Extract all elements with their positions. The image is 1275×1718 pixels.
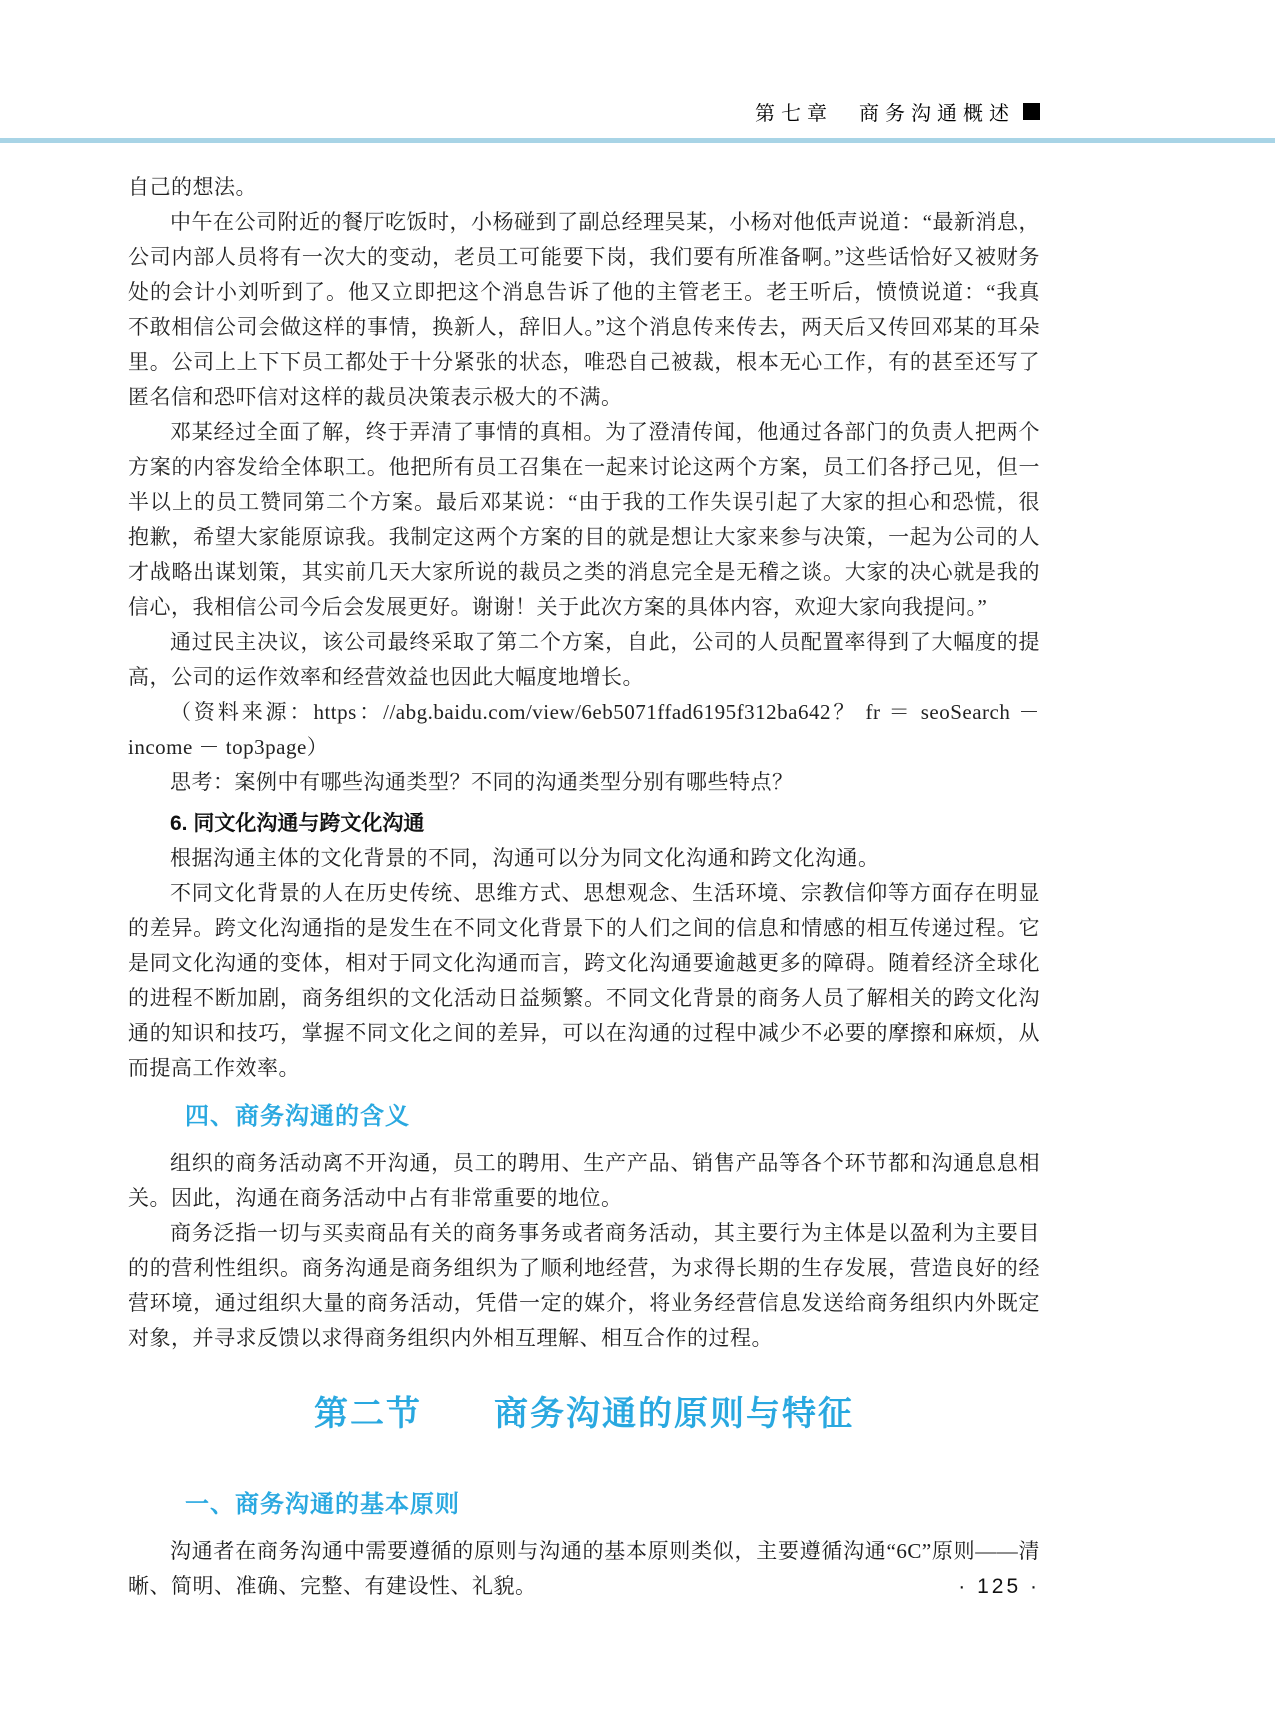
part-4-paragraph-2: 商务泛指一切与买卖商品有关的商务事务或者商务活动，其主要行为主体是以盈利为主要目的的营利性组织。商务沟通是商务组织为了顺利地经营，为求得长期的生存发展，营造良好的经营环境，通过组织大量的商务活动，凭借一定的媒介，将业务经营信息发送给商务组织内外既定对象，并寻求反馈以求得商务组织内外相互理解、相互合作的过程。 bbox=[128, 1221, 1040, 1350]
section-2-title: 第二节 商务沟通的原则与特征 bbox=[314, 1395, 854, 1433]
case-paragraph-result: 通过民主决议，该公司最终采取了第二个方案，自此，公司的人员配置率得到了大幅度的提高，公司的运作效率和经营效益也因此大幅度地增长。 bbox=[128, 630, 1040, 689]
case-source-reference: （资料来源：https：//abg.baidu.com/view/6eb5071ffad6195f312ba642？ fr ＝ seoSearch － income － top3page） bbox=[128, 700, 1040, 759]
page-number: · 125 · bbox=[958, 1575, 1040, 1598]
subsection-6-paragraph-1: 根据沟通主体的文化背景的不同，沟通可以分为同文化沟通和跨文化沟通。 bbox=[170, 846, 880, 870]
subsection-6-title: 6. 同文化沟通与跨文化沟通 bbox=[170, 812, 425, 835]
chapter-marker-square-icon bbox=[1023, 103, 1040, 120]
section-2-part-1-heading: 一、商务沟通的基本原则 bbox=[185, 1491, 460, 1518]
part-4-heading: 四、商务沟通的含义 bbox=[185, 1103, 410, 1130]
chapter-title: 第七章 商务沟通概述 bbox=[755, 103, 1015, 125]
section-2-part-1-paragraph: 沟通者在商务沟通中需要遵循的原则与沟通的基本原则类似，主要遵循沟通“6C”原则——清晰、简明、准确、完整、有建设性、礼貌。 bbox=[128, 1539, 1040, 1598]
part-4-paragraph-1: 组织的商务活动离不开沟通，员工的聘用、生产产品、销售产品等各个环节都和沟通息息相关。因此，沟通在商务活动中占有非常重要的地位。 bbox=[128, 1151, 1040, 1210]
case-paragraph-deng: 邓某经过全面了解，终于弄清了事情的真相。为了澄清传闻，他通过各部门的负责人把两个方案的内容发给全体职工。他把所有员工召集在一起来讨论这两个方案，员工们各抒己见，但一半以上的员工赞同第二个方案。最后邓某说：“由于我的工作失误引起了大家的担心和恐慌，很抱歉，希望大家能原谅我。我制定这两个方案的目的就是想让大家来参与决策，一起为公司的人才战略出谋划策，其实前几天大家所说的裁员之类的消息完全是无稽之谈。大家的决心就是我的信心，我相信公司今后会发展更好。谢谢！关于此次方案的具体内容，欢迎大家向我提问。” bbox=[128, 420, 1040, 619]
case-paragraph-continuation: 自己的想法。 bbox=[128, 175, 257, 199]
case-paragraph-lunch: 中午在公司附近的餐厅吃饭时，小杨碰到了副总经理吴某，小杨对他低声说道：“最新消息，公司内部人员将有一次大的变动，老员工可能要下岗，我们要有所准备啊。”这些话恰好又被财务处的会计小刘听到了。他又立即把这个消息告诉了他的主管老王。老王听后，愤愤说道：“我真不敢相信公司会做这样的事情，换新人，辞旧人。”这个消息传来传去，两天后又传回邓某的耳朵里。公司上上下下员工都处于十分紧张的状态，唯恐自己被裁，根本无心工作，有的甚至还写了匿名信和恐吓信对这样的裁员决策表示极大的不满。 bbox=[128, 210, 1040, 409]
subsection-6-paragraph-2: 不同文化背景的人在历史传统、思维方式、思想观念、生活环境、宗教信仰等方面存在明显的差异。跨文化沟通指的是发生在不同文化背景下的人们之间的信息和情感的相互传递过程。它是同文化沟通的变体，相对于同文化沟通而言，跨文化沟通要逾越更多的障碍。随着经济全球化的进程不断加剧，商务组织的文化活动日益频繁。不同文化背景的商务人员了解相关的跨文化沟通的知识和技巧，掌握不同文化之间的差异，可以在沟通的过程中减少不必要的摩擦和麻烦，从而提高工作效率。 bbox=[128, 881, 1040, 1080]
case-think-question: 思考：案例中有哪些沟通类型？不同的沟通类型分别有哪些特点？ bbox=[170, 770, 794, 794]
text-column bbox=[128, 170, 1040, 1604]
header-divider-rule bbox=[0, 138, 1275, 143]
running-header bbox=[755, 97, 1040, 126]
